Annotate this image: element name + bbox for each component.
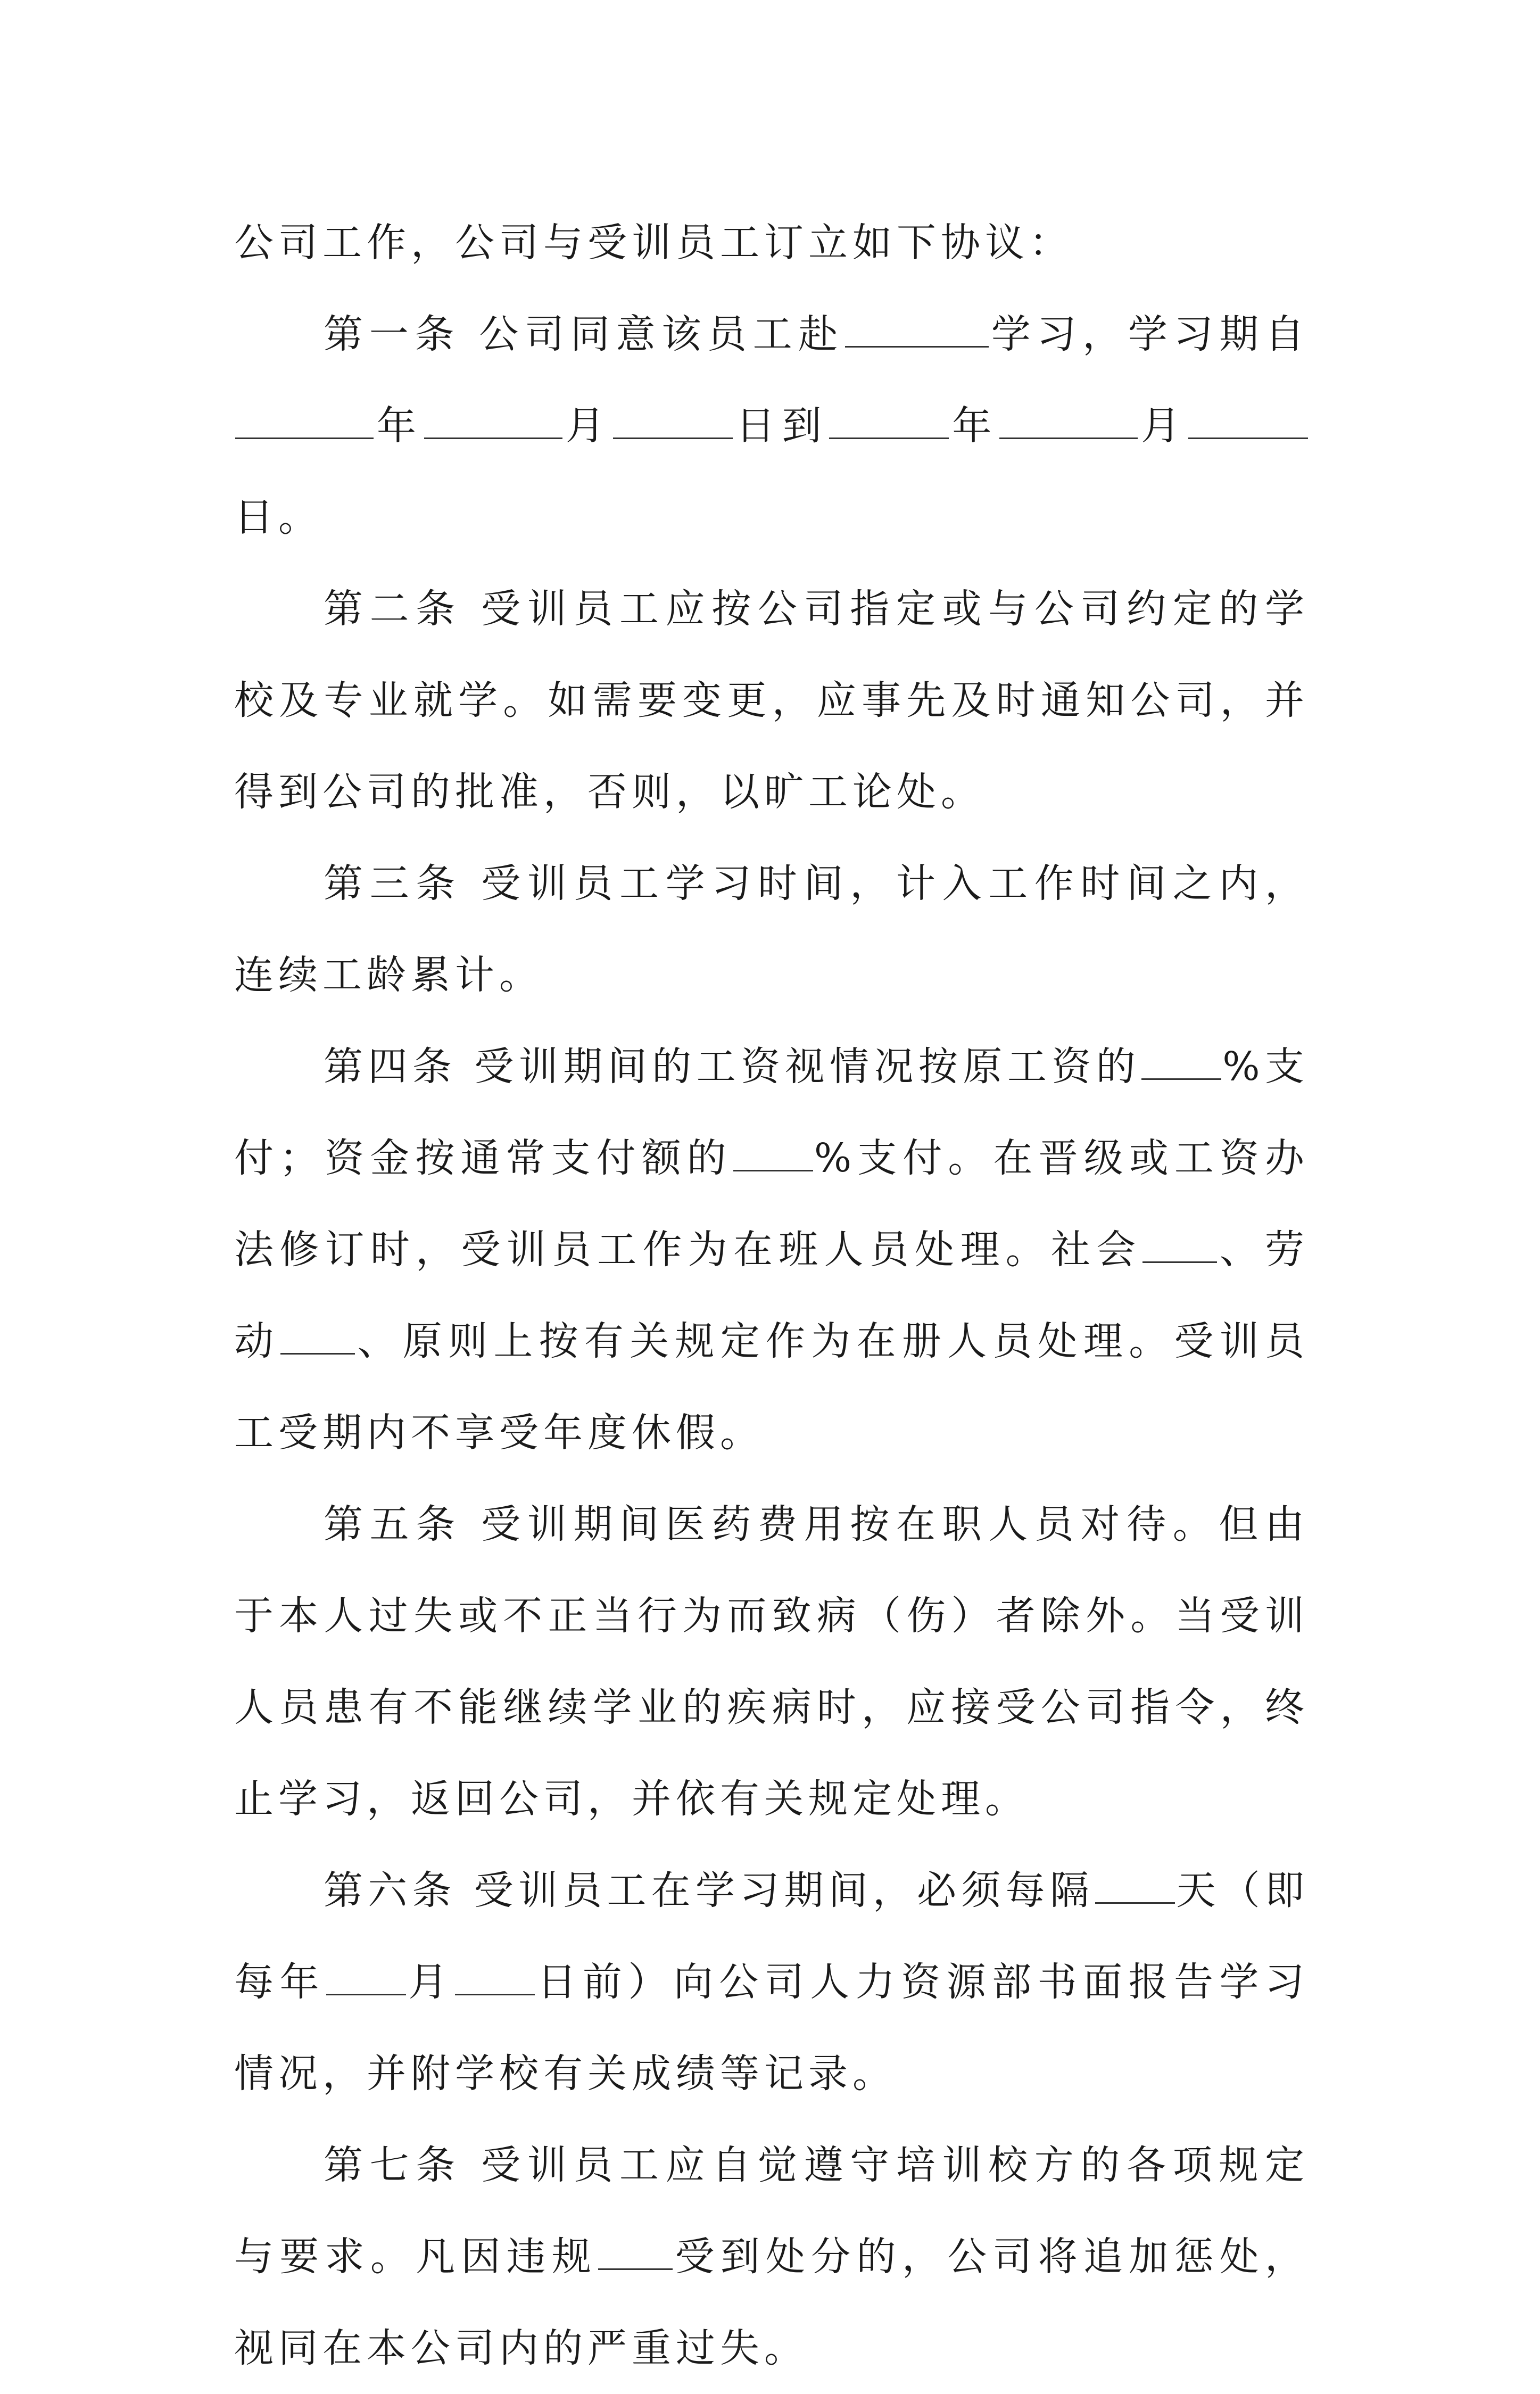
social-insurance-blank[interactable] bbox=[1142, 1224, 1217, 1263]
labor-insurance-blank[interactable] bbox=[280, 1316, 355, 1355]
bonus-percent-blank[interactable] bbox=[733, 1133, 813, 1171]
article-3: 第三条 受训员工学习时间，计入工作时间之内，连续工龄累计。 bbox=[234, 861, 1309, 998]
article-6-text-b: 天（即每年 bbox=[234, 1868, 1309, 2005]
article-4 bbox=[234, 1021, 1309, 1479]
article-4-text-b: %支付；资金按通常支付额的 bbox=[234, 1044, 1309, 1181]
report-month-blank[interactable] bbox=[326, 1957, 406, 1995]
document-body bbox=[234, 197, 1309, 2394]
intro-paragraph: 公司工作，公司与受训员工订立如下协议： bbox=[234, 220, 1073, 266]
article-1 bbox=[234, 288, 1309, 563]
report-interval-days-blank[interactable] bbox=[1095, 1865, 1175, 1904]
end-year-blank[interactable] bbox=[829, 400, 949, 439]
article-1-text-b: 学习，学习期自 bbox=[990, 311, 1309, 357]
salary-percent-blank[interactable] bbox=[1141, 1041, 1221, 1080]
article-6-text-d: 日前）向公司人力资源部书面报告学习情况，并附学校有关成绩等记录。 bbox=[234, 1959, 1309, 2096]
report-day-blank[interactable] bbox=[455, 1957, 535, 1995]
study-location-blank[interactable] bbox=[845, 309, 989, 348]
article-2: 第二条 受训员工应按公司指定或与公司约定的学校及专业就学。如需要变更，应事先及时通知公司，并得到公司的批准，否则，以旷工论处。 bbox=[234, 586, 1309, 815]
article-6-text-a: 第六条 受训员工在学习期间，必须每隔 bbox=[324, 1868, 1095, 1913]
violation-blank[interactable] bbox=[598, 2231, 673, 2270]
start-year-blank[interactable] bbox=[235, 400, 374, 439]
article-7-text-b: 受到处分的，公司将追加惩处，视同在本公司内的严重过失。 bbox=[234, 2234, 1310, 2371]
article-1-text-a: 第一条 公司同意该员工赴 bbox=[324, 311, 844, 357]
article-5: 第五条 受训期间医药费用按在职人员对待。但由于本人过失或不正当行为而致病（伤）者除外。当受训人员患有不能继续学业的疾病时，应接受公司指令，终止学习，返回公司，并依有关规定处理。 bbox=[234, 1501, 1309, 1822]
article-4-text-a: 第四条 受训期间的工资视情况按原工资的 bbox=[324, 1044, 1141, 1089]
article-6 bbox=[234, 1845, 1309, 2119]
day-label-2: 日。 bbox=[234, 494, 322, 540]
article-7 bbox=[234, 2119, 1309, 2394]
month-label-1: 月 bbox=[563, 403, 612, 449]
article-4-text-e: 、原则上按有关规定作为在册人员处理。受训员工受期内不享受年度休假。 bbox=[234, 1318, 1310, 1456]
end-month-blank[interactable] bbox=[999, 400, 1138, 439]
year-label-2: 年 bbox=[950, 403, 999, 449]
article-6-text-c: 月 bbox=[407, 1959, 454, 2005]
article-4-text-d: 、劳动 bbox=[234, 1227, 1309, 1364]
day-label-1: 日到 bbox=[733, 403, 829, 449]
end-day-blank[interactable] bbox=[1188, 400, 1308, 439]
start-day-blank[interactable] bbox=[613, 400, 733, 439]
year-label-1: 年 bbox=[375, 403, 423, 449]
article-4-text-c: %支付。在晋级或工资办法修订时，受训员工作为在班人员处理。社会 bbox=[234, 1135, 1309, 1273]
article-7-text-a: 第七条 受训员工应自觉遵守培训校方的各项规定与要求。凡因违规 bbox=[234, 2142, 1309, 2280]
month-label-2: 月 bbox=[1139, 403, 1188, 449]
start-month-blank[interactable] bbox=[424, 400, 562, 439]
